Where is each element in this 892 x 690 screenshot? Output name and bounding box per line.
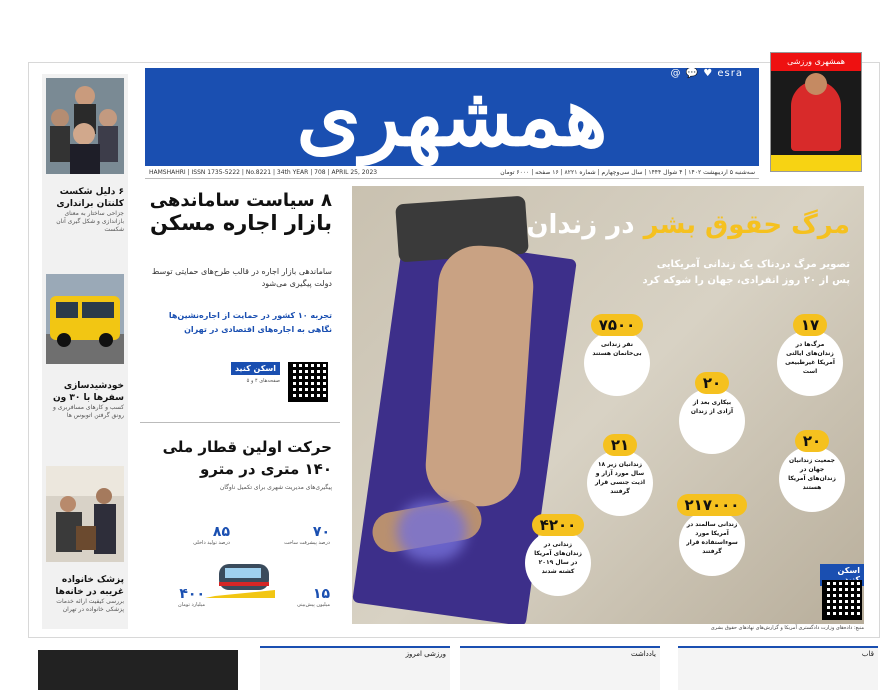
main-headline-b: در زندان xyxy=(526,210,644,240)
train-headline-line1: حرکت اولین قطار ملی xyxy=(162,438,332,456)
stat-1-label: درصد پیشرفت ساخت xyxy=(284,540,330,546)
fact-7-text: زندانی سالمند در آمریکا مورد سوءاستفاده قرار گرفتند xyxy=(679,510,745,576)
qr-code-photo[interactable] xyxy=(822,580,862,620)
housing-headline-line2: بازار اجاره مسکن xyxy=(150,211,332,235)
stat-3-number: ۱۵ xyxy=(312,586,330,602)
fact-4 xyxy=(772,430,852,512)
left-story-3[interactable] xyxy=(46,574,124,614)
fact-5-text: زندانیان زیر ۱۸ سال مورد آزار و اذیت جنسی قرار گرفتند xyxy=(587,450,653,516)
bottom-card-3[interactable]: قاب xyxy=(678,646,878,690)
main-photo[interactable] xyxy=(352,186,864,624)
train-lede: پیگیری‌های مدیریت شهری برای تکمیل ناوگان xyxy=(219,484,332,491)
fact-6 xyxy=(518,514,598,596)
stat-4-number: ۴۰۰ xyxy=(179,586,205,602)
sport-cover-thumbnail[interactable] xyxy=(770,52,862,172)
stat-1-number: ۷۰ xyxy=(312,524,330,540)
stat-1 xyxy=(270,524,330,547)
masthead-title: همشهری xyxy=(296,69,608,165)
blur-patch xyxy=(397,501,467,561)
fact-2 xyxy=(577,314,657,396)
fact-4-number: ۲۰ xyxy=(795,430,829,452)
train-illustration xyxy=(205,558,275,598)
bottom-ad[interactable] xyxy=(38,650,238,690)
page-ref: صفحه‌های ۴ و ۵ xyxy=(246,378,280,384)
stat-4-label: میلیارد تومان xyxy=(178,602,205,608)
bottom-strip xyxy=(28,640,880,690)
left-story-2[interactable] xyxy=(46,380,124,420)
qr-code-housing[interactable] xyxy=(288,362,328,402)
stat-2-number: ۸۵ xyxy=(212,524,230,540)
left-story-1-desc: جزاحی ساختار به معنای بازاندازی و شکل گیری آنان شکست xyxy=(56,210,124,233)
stat-3-label: میلیون پیش‌بینی xyxy=(296,602,330,608)
stat-2-label: درصد تولید داخلی xyxy=(193,540,230,546)
fact-6-number: ۴۲۰۰ xyxy=(532,514,585,536)
main-sub-2: پس از ۲۰ روز انفرادی، جهان را شوکه کرد xyxy=(642,275,850,286)
main-headline-a: مرگ حقوق بشر xyxy=(643,210,850,240)
fact-5 xyxy=(580,434,660,516)
train-headline[interactable] xyxy=(142,436,332,480)
main-sub-1: تصویر مرگ دردناک یک زندانی آمریکایی xyxy=(656,259,850,270)
main-headline[interactable] xyxy=(526,210,850,240)
housing-headline[interactable] xyxy=(142,190,332,234)
clinic-photo[interactable] xyxy=(46,466,124,562)
cover-stripe xyxy=(771,155,861,171)
van-photo[interactable] xyxy=(46,274,124,364)
fact-1-number: ۱۷ xyxy=(793,314,827,336)
bottom-card-2[interactable]: یادداشت xyxy=(460,646,660,690)
scan-tag: اسکن کنید xyxy=(231,362,280,375)
dateline-fa: سه‌شنبه ۵ اردیبهشت ۱۴۰۲ | ۴ شوال ۱۴۴۴ | سال سی‌وچهارم | شماره ۸۲۲۱ | ۱۶ صفحه | ۶۰۰۰ تومان xyxy=(500,168,755,176)
fact-7 xyxy=(662,494,762,576)
figure xyxy=(423,243,536,509)
fact-3-text: بیکاری بعد از آزادی از زندان xyxy=(679,388,745,454)
left-story-2-title: خودشیدسازی سفرها با ۳۰ ون xyxy=(53,381,124,403)
masthead xyxy=(145,68,759,166)
housing-bullet-1[interactable]: تجربه ۱۰ کشور در حمایت از اجاره‌نشین‌ها xyxy=(168,311,332,320)
center-divider xyxy=(140,422,340,423)
left-story-1-title: ۶ دلیل شکست کلنتان برانداری xyxy=(56,187,124,209)
train-headline-line2: ۱۴۰ متری در مترو xyxy=(199,460,332,478)
fact-3 xyxy=(672,372,752,454)
left-story-2-desc: کسب و کارهای مسافربری و رونق گرفتن اتوبوس ها xyxy=(52,404,124,419)
housing-headline-line1: ۸ سیاست ساماندهی xyxy=(149,190,332,211)
fact-2-number: ۷۵۰۰ xyxy=(591,314,644,336)
bottom-card-1[interactable]: ورزشی امروز xyxy=(260,646,450,690)
photo-caption: منبع: داده‌های وزارت دادگستری آمریکا و گزارش‌های نهادهای حقوق بشری xyxy=(710,625,864,631)
stat-4 xyxy=(145,586,205,609)
dateline xyxy=(145,166,759,179)
left-story-3-title: پزشک خانواده غریبه در خانه‌ها xyxy=(55,575,124,597)
sport-cover-label: همشهری ورزشی xyxy=(771,53,861,71)
fact-7-number: ۲۱۷۰۰۰ xyxy=(677,494,748,516)
left-column xyxy=(42,74,128,629)
fact-6-text: زندانی در زندان‌های آمریکا در سال ۲۰۱۹ کشته شدند xyxy=(525,530,591,596)
left-story-1[interactable] xyxy=(46,186,124,234)
social-handles: @ 💬 ♥ esra xyxy=(670,68,743,79)
stat-2 xyxy=(170,524,230,547)
fact-4-text: جمعیت زندانیان جهان در زندان‌های آمریکا هستند xyxy=(779,446,845,512)
fact-5-number: ۲۱ xyxy=(603,434,637,456)
left-story-3-desc: بررسی کیفیت ارائه خدمات پزشکی خانواده در تهران xyxy=(56,598,124,613)
housing-lede: ساماندهی بازار اجاره در قالب طرح‌های حمایتی توسط دولت پیگیری می‌شود xyxy=(151,267,332,288)
fact-1 xyxy=(770,314,850,396)
politicians-photo[interactable] xyxy=(46,78,124,174)
player-head xyxy=(805,73,827,95)
photo-scan-tag: اسکن xyxy=(820,564,864,586)
dateline-en: HAMSHAHRI | ISSN 1735-5222 | No.8221 | 34th YEAR | 708 | APRIL 25, 2023 xyxy=(149,168,378,176)
fact-1-text: مرگ‌ها در زندان‌های ایالتی آمریکا غیرطبیعی است xyxy=(777,330,843,396)
stat-3 xyxy=(270,586,330,609)
housing-bullet-2[interactable]: نگاهی به اجاره‌های اقتصادی در تهران xyxy=(184,325,332,334)
fact-3-number: ۲۰ xyxy=(695,372,729,394)
fact-2-text: نفر زندانی بی‌خانمان هستند xyxy=(584,330,650,396)
